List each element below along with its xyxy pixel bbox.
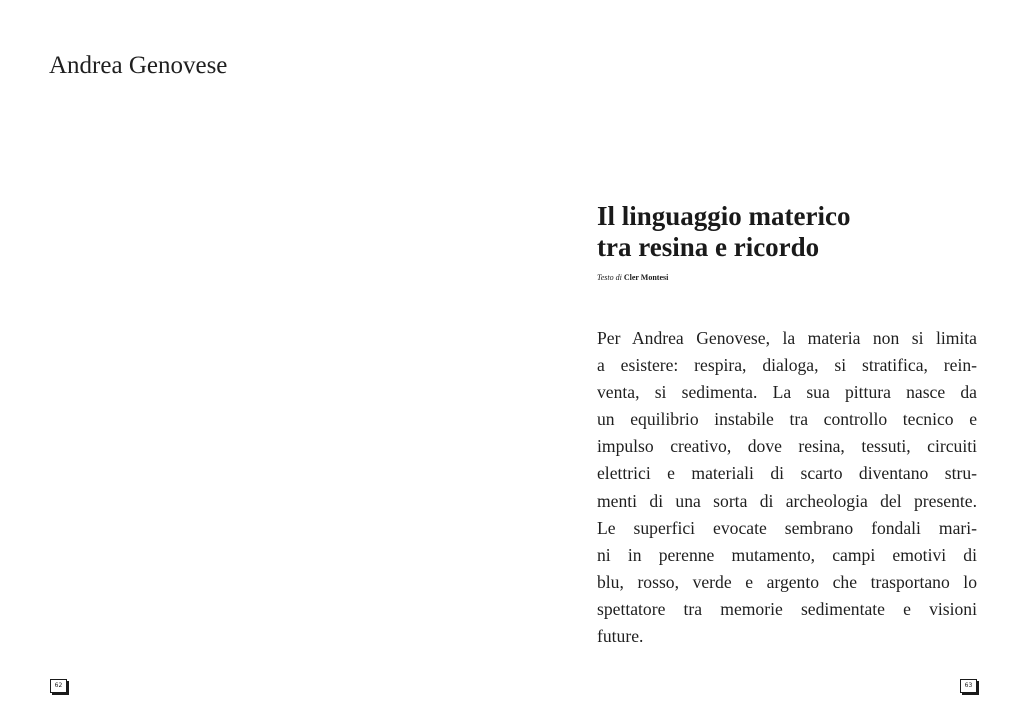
page-number-right: 63 (960, 679, 977, 693)
byline-author: Cler Montesi (623, 273, 669, 282)
article-title-line: Il linguaggio materico (597, 201, 851, 231)
body-line: blu, rosso, verde e argento che trasportano lo (597, 571, 977, 592)
article-title (597, 201, 977, 263)
body-line: Le superfici evocate sembrano fondali mari- (597, 517, 977, 538)
body-line: ni in perenne mutamento, campi emotivi di (597, 544, 977, 565)
body-line: spettatore tra memorie sedimentate e visioni (597, 598, 977, 619)
body-line: menti di una sorta di archeologia del presente. (597, 490, 977, 511)
article-body (597, 325, 977, 650)
body-line: venta, si sedimenta. La sua pittura nasce da (597, 382, 977, 403)
body-line: un equilibrio instabile tra controllo tecnico e (597, 409, 977, 430)
body-line: future. (597, 626, 644, 647)
artist-name-heading: Andrea Genovese (49, 52, 228, 79)
right-page (512, 0, 1024, 724)
article-title-line: tra resina e ricordo (597, 232, 820, 262)
byline-prefix: Testo di (597, 273, 622, 282)
page-number-left: 62 (50, 679, 67, 693)
body-line: a esistere: respira, dialoga, si stratifica, rein- (597, 355, 977, 376)
body-line: impulso creativo, dove resina, tessuti, circuiti (597, 436, 977, 457)
body-line: elettrici e materiali di scarto diventano stru- (597, 463, 977, 484)
byline (597, 273, 668, 282)
body-line: Per Andrea Genovese, la materia non si limita (597, 328, 977, 348)
